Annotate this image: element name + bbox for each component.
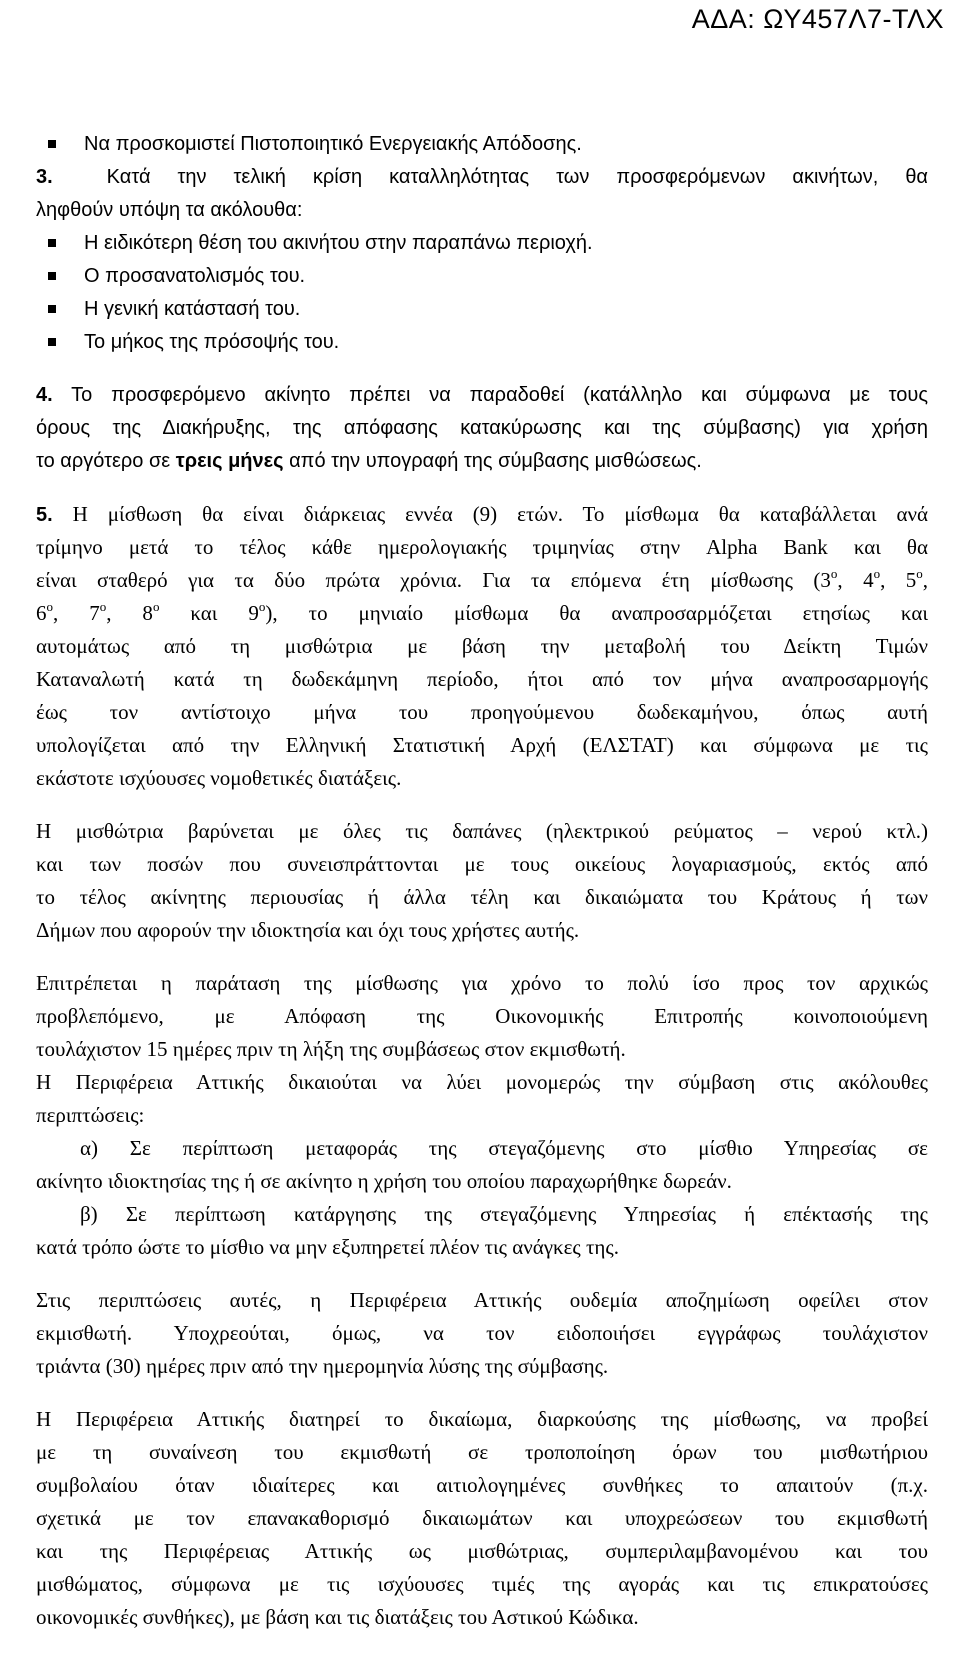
list-item: Η γενική κατάστασή του. [36,293,928,326]
case-a-line: ακίνητο ιδιοκτησίας της ή σε ακίνητο η χρήση του οποίου παραχωρήθηκε δωρεάν. [36,1169,732,1193]
paragraph-line: εκμισθωτή. Υποχρεούται, όμως, να τον ειδοποιήσει εγγράφως τουλάχιστον [36,1321,928,1345]
section-3-line [36,161,928,194]
section-5-line: υπολογίζεται από την Ελληνική Στατιστική Αρχή (ΕΛΣΤΑΤ) και σύμφωνα με τις [36,733,928,757]
section-text: από την υπογραφή της σύμβασης μισθώσεως. [283,450,702,472]
section-text: Κατά την τελική κρίση καταλληλότητας των προσφερόμενων ακινήτων, θα [106,166,928,188]
case-b-line: κατά τρόπο ώστε το μίσθιο να μην εξυπηρετεί πλέον τις ανάγκες της. [36,1235,619,1259]
section-5-line: Καταναλωτή κατά τη δωδεκάμηνη περίοδο, ήτοι από τον μήνα αναπροσαρμογής [36,667,928,691]
section-text: είναι σταθερό για τα δύο πρώτα χρόνια. [36,568,462,592]
section-4-line [36,445,928,478]
section-3-line: ληφθούν υπόψη τα ακόλουθα: [36,199,303,221]
section-number: 4. [36,384,53,406]
list-item: Το μήκος της πρόσοψής του. [36,326,928,359]
paragraph-line: σχετικά με τον επανακαθορισμό δικαιωμάτων και υποχρεώσεων του εκμισθωτή [36,1506,928,1530]
section-5-line: τρίμηνο μετά το τέλος κάθε ημερολογιακής τριμηνίας στην Alpha Bank και θα [36,535,928,559]
paragraph-line: Δήμων που αφορούν την ιδιοκτησία και όχι τους χρήστες αυτής. [36,918,580,942]
ada-code: ΑΔΑ: ΩΥ457Λ7-ΤΛΧ [691,4,944,34]
section-text: Η μίσθωση θα είναι διάρκειας εννέα (9) ετών. Το μίσθωμα θα καταβάλλεται ανά [72,502,928,526]
document-body [36,128,928,1634]
paragraph-line: το τέλος ακίνητης περιουσίας ή άλλα τέλη και δικαιώματα του Κράτους ή των [36,885,928,909]
paragraph-line: με τη συναίνεση του εκμισθωτή σε τροποποίηση όρων του μισθωτήριου [36,1440,928,1464]
paragraph-line: μισθώματος, σύμφωνα με τις ισχύουσες τιμές της αγοράς και τις επικρατούσες [36,1572,928,1596]
paragraph-line: τριάντα (30) ημέρες πριν από την ημερομηνία λύσης της σύμβασης. [36,1354,609,1378]
paragraph-line: Η Περιφέρεια Αττικής δικαιούται να λύει μονομερώς την σύμβαση στις ακόλουθες [36,1070,928,1094]
paragraph-line: προβλεπόμενο, με Απόφαση της Οικονομικής Επιτροπής κοινοποιούμενη [36,1004,928,1028]
section-text: Για τα επόμενα έτη μίσθωσης (3 [461,568,831,592]
section-number: 5. [36,504,53,526]
section-5-line: έως τον αντίστοιχο μήνα του προηγούμενου δωδεκαμήνου, όπως αυτή [36,700,928,724]
emphasis-text: τρεις μήνες [175,450,284,472]
paragraph-line: οικονομικές συνθήκες), με βάση και τις διατάξεις του Αστικού Κώδικα. [36,1605,639,1629]
superscript: ο [830,566,838,581]
paragraph-line: περιπτώσεις: [36,1103,145,1127]
paragraph-line: τουλάχιστον 15 ημέρες πριν τη λήξη της συμβάσεως στον εκμισθωτή. [36,1037,626,1061]
paragraph-line: και της Περιφέρειας Αττικής ως μισθώτριας, συμπεριλαμβανομένου και του [36,1539,928,1563]
section-number: 3. [36,166,53,188]
section-4-line [36,379,928,412]
paragraph-line: συμβολαίου όταν ιδιαίτερες και αιτιολογημένες συνθήκες το απαιτούν (π.χ. [36,1473,928,1497]
section-text: Το προσφερόμενο ακίνητο πρέπει να παραδοθεί (κατάλληλο και σύμφωνα με τους [71,384,928,406]
paragraph-line: Επιτρέπεται η παράταση της μίσθωσης για χρόνο το πολύ ίσο προς τον αρχικώς [36,971,928,995]
paragraph-line: Η Περιφέρεια Αττικής διατηρεί το δικαίωμα, διαρκούσης της μίσθωσης, να προβεί [36,1407,928,1431]
paragraph-line: και των ποσών που συνεισπράττονται με τους οικείους λογαριασμούς, εκτός από [36,852,928,876]
section-text: το αργότερο σε [36,450,176,472]
section-5-line: αυτομάτως από τη μισθώτρια με βάση την μεταβολή του Δείκτη Τιμών [36,634,928,658]
list-item: Ο προσανατολισμός του. [36,260,928,293]
section-5-line: εκάστοτε ισχύουσες νομοθετικές διατάξεις. [36,766,402,790]
list-item: Η ειδικότερη θέση του ακινήτου στην παραπάνω περιοχή. [36,227,928,260]
list-item: Να προσκομιστεί Πιστοποιητικό Ενεργειακής Απόδοσης. [36,128,928,161]
section-5-line: $6^o$, $7^o$, $8^o$ και $9^o$), το μηνιαίο μίσθωμα θα αναπροσαρμόζεται ετησίως και [36,599,928,625]
case-a-line: α) Σε περίπτωση μεταφοράς της στεγαζόμενης στο μίσθιο Υπηρεσίας σε [80,1136,928,1160]
paragraph-line: Στις περιπτώσεις αυτές, η Περιφέρεια Αττικής ουδεμία αποζημίωση οφείλει στον [36,1288,928,1312]
section-4-line: όρους της Διακήρυξης, της απόφασης κατακύρωσης και της σύμβασης) για χρήση [36,417,928,439]
section-5-line: είναι σταθερό για τα δύο πρώτα χρόνια. Για τα επόμενα έτη μίσθωσης ($3^o$, $4^o$, $5^o$, [36,566,929,592]
case-b-line: β) Σε περίπτωση κατάργησης της στεγαζόμενης Υπηρεσίας ή επέκτασής της [80,1202,928,1226]
paragraph-line: Η μισθώτρια βαρύνεται με όλες τις δαπάνες (ηλεκτρικού ρεύματος – νερού κτλ.) [36,819,928,843]
section-5-line [36,498,928,531]
